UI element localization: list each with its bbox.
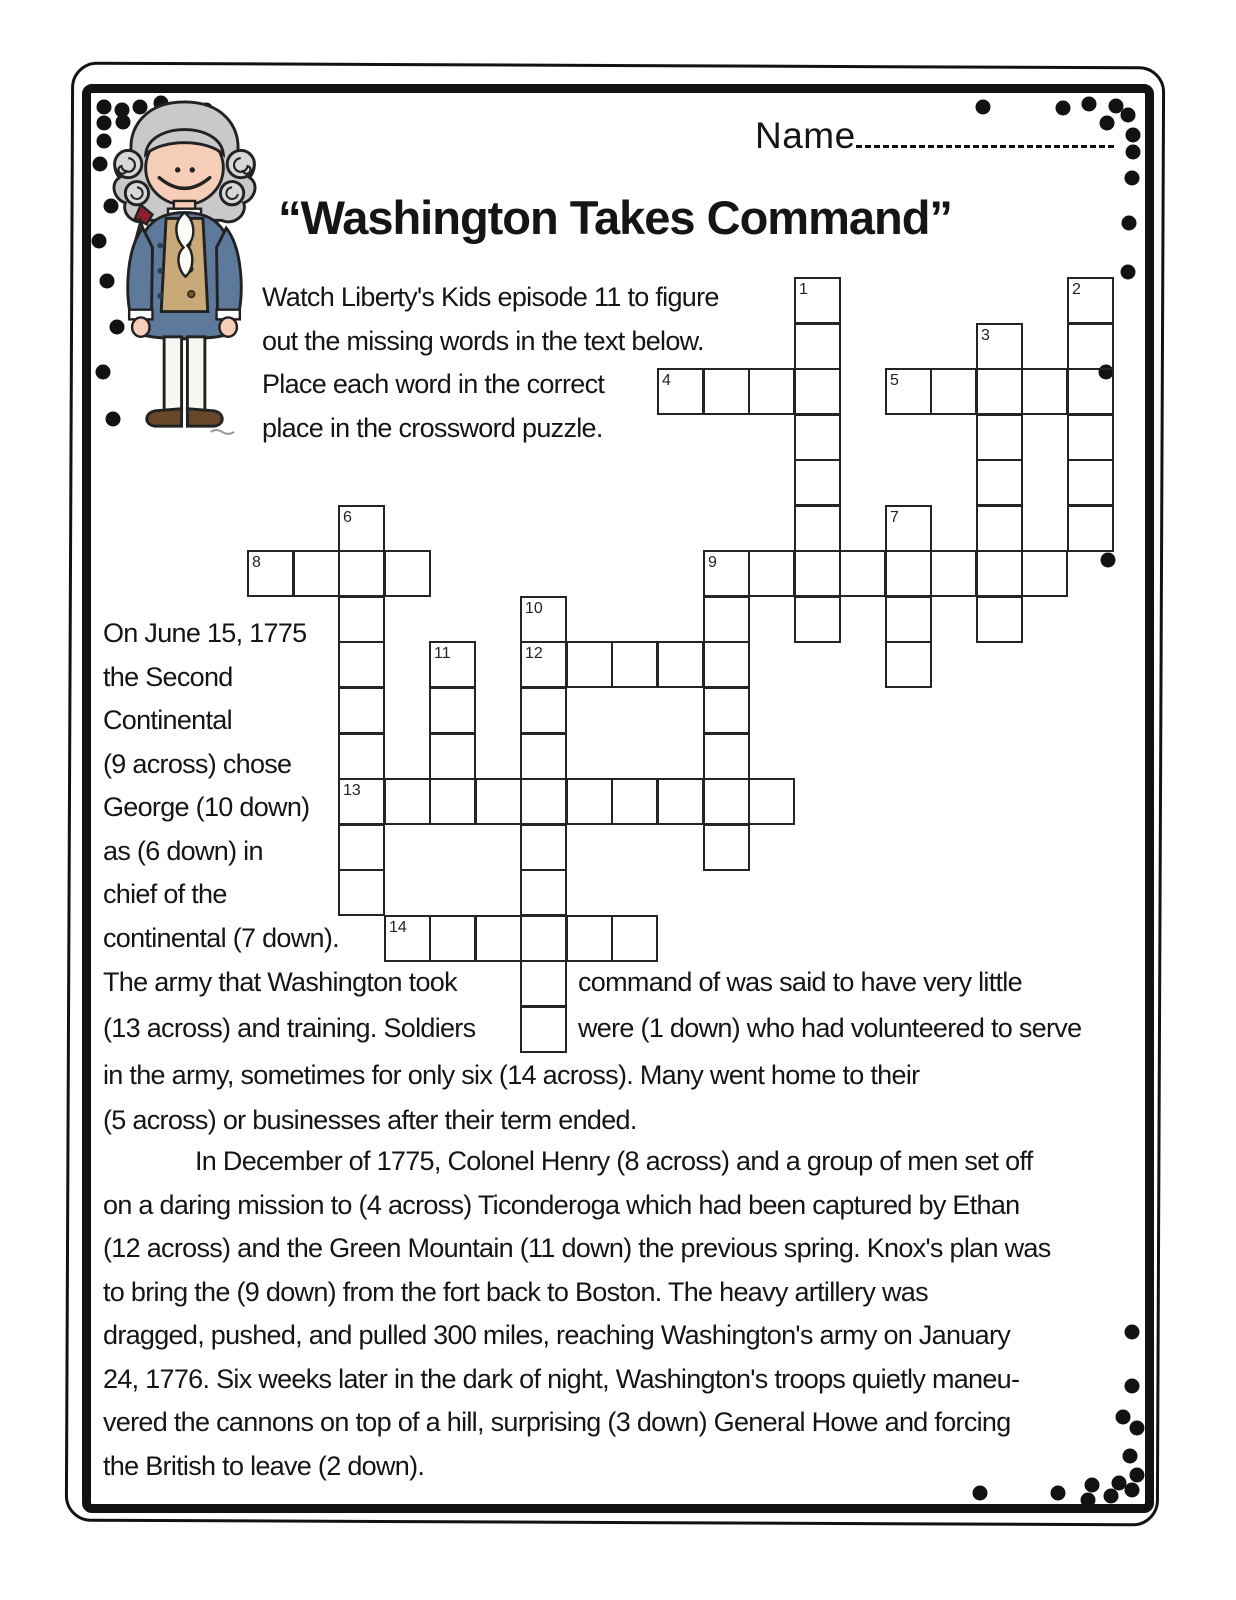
crossword-cell[interactable] — [703, 368, 750, 415]
crossword-cell[interactable] — [520, 596, 567, 643]
decor-dot — [1116, 1410, 1131, 1425]
crossword-cell[interactable] — [429, 687, 476, 734]
text-line: on a daring mission to (4 across) Ticonderoga which had been captured by Ethan — [103, 1189, 1020, 1220]
clue-number: 8 — [252, 554, 261, 571]
text-line: out the missing words in the text below. — [262, 325, 704, 356]
crossword-cell[interactable] — [885, 596, 932, 643]
clue-number: 13 — [343, 782, 361, 799]
crossword-cell[interactable] — [703, 778, 750, 825]
crossword-cell[interactable] — [1067, 414, 1114, 461]
eye — [190, 167, 195, 172]
text-line: On June 15, 1775 — [103, 618, 307, 648]
story-paragraph-2 — [103, 1140, 1051, 1488]
crossword-cell[interactable] — [657, 778, 704, 825]
text-line: Continental — [103, 705, 232, 735]
decor-dot — [1130, 1468, 1145, 1483]
crossword-cell[interactable] — [1067, 323, 1114, 370]
crossword-cell[interactable] — [520, 778, 567, 825]
crossword-cell[interactable] — [748, 550, 795, 597]
text-line: In December of 1775, Colonel Henry (8 across) and a group of men set off — [195, 1146, 1033, 1176]
story-line-b-right: were (1 down) who had volunteered to serve — [578, 1013, 1082, 1043]
crossword-cell[interactable] — [794, 368, 841, 415]
crossword-cell[interactable] — [703, 641, 750, 688]
decor-dot — [1130, 1421, 1145, 1436]
text-line: as (6 down) in — [103, 835, 263, 866]
clue-number: 14 — [389, 919, 407, 936]
crossword-cell[interactable] — [1021, 368, 1068, 415]
clue-number: 5 — [890, 372, 899, 389]
artist-mark — [211, 430, 234, 434]
decor-dot — [1085, 1478, 1100, 1493]
decor-dot — [1125, 1325, 1140, 1340]
text-line: the Second — [103, 661, 233, 692]
decor-dot — [1121, 108, 1136, 123]
crossword-cell[interactable] — [520, 824, 567, 871]
crossword-cell[interactable] — [1067, 505, 1114, 552]
story-line-a-left: The army that Washington took — [103, 967, 457, 997]
text-line: 24, 1776. Six weeks later in the dark of night, Washington's troops quietly maneu- — [103, 1363, 1020, 1394]
text-line: vered the cannons on top of a hill, surprising (3 down) General Howe and forcing — [103, 1407, 1011, 1437]
crossword-cell[interactable] — [976, 550, 1023, 597]
crossword-cell[interactable] — [703, 687, 750, 734]
crossword-cell[interactable] — [703, 824, 750, 871]
name-label: Name — [755, 115, 856, 156]
clue-number: 4 — [662, 372, 671, 389]
crossword-cell[interactable] — [976, 368, 1023, 415]
crossword-cell[interactable] — [520, 960, 567, 1007]
crossword-cell[interactable] — [338, 869, 385, 916]
crossword-cell[interactable] — [976, 596, 1023, 643]
crossword-cell[interactable] — [566, 641, 613, 688]
crossword-cell[interactable] — [566, 915, 613, 962]
clue-number: 7 — [890, 509, 899, 526]
crossword-cell[interactable] — [520, 641, 567, 688]
crossword-cell[interactable] — [293, 550, 340, 597]
clue-number: 2 — [1072, 281, 1081, 298]
crossword-cell[interactable] — [794, 596, 841, 643]
text-line: Watch Liberty's Kids episode 11 to figure — [262, 282, 719, 312]
text-line: the British to leave (2 down). — [103, 1450, 425, 1481]
crossword-cell[interactable] — [885, 368, 932, 415]
crossword-cell[interactable] — [657, 641, 704, 688]
crossword-cell[interactable] — [566, 778, 613, 825]
decor-dot — [1125, 1379, 1140, 1394]
crossword-cell[interactable] — [338, 687, 385, 734]
story-line-c: in the army, sometimes for only six (14 across). Many went home to their — [103, 1060, 920, 1090]
george-washington-clipart — [102, 90, 267, 440]
page-title: “Washington Takes Command” — [278, 191, 952, 244]
crossword-cell[interactable] — [338, 550, 385, 597]
crossword-cell[interactable] — [429, 733, 476, 780]
story-line-b-left: (13 across) and training. Soldiers — [103, 1013, 476, 1043]
text-line: George (10 down) — [103, 792, 310, 822]
clue-number: 10 — [525, 600, 543, 617]
decor-dot — [1126, 128, 1141, 143]
crossword-cell[interactable] — [475, 915, 522, 962]
crossword-cell[interactable] — [794, 505, 841, 552]
hand — [219, 317, 236, 336]
text-line: Place each word in the correct — [262, 369, 605, 399]
crossword-cell[interactable] — [885, 505, 932, 552]
decor-dot — [1126, 145, 1141, 160]
decor-dot — [1101, 553, 1116, 568]
decor-dot — [1081, 1493, 1096, 1508]
decor-dot — [1125, 171, 1140, 186]
text-line: place in the crossword puzzle. — [262, 412, 603, 443]
crossword-cell[interactable] — [794, 550, 841, 597]
crossword-cell[interactable] — [976, 414, 1023, 461]
crossword-cell[interactable] — [611, 641, 658, 688]
name-input-line[interactable] — [856, 110, 1114, 148]
crossword-cell[interactable] — [1067, 368, 1114, 415]
decor-dot — [1123, 1449, 1138, 1464]
crossword-cell[interactable] — [520, 869, 567, 916]
crossword-cell[interactable] — [794, 323, 841, 370]
crossword-cell[interactable] — [520, 1006, 567, 1053]
crossword-cell[interactable] — [338, 733, 385, 780]
story-left-column — [103, 612, 339, 960]
text-line: (12 across) and the Green Mountain (11 down) the previous spring. Knox's plan was — [103, 1233, 1051, 1263]
crossword-cell[interactable] — [657, 368, 704, 415]
shoe — [187, 409, 222, 426]
crossword-cell[interactable] — [1067, 459, 1114, 506]
crossword-cell[interactable] — [611, 915, 658, 962]
crossword-cell[interactable] — [703, 550, 750, 597]
crossword-cell[interactable] — [338, 778, 385, 825]
text-line: continental (7 down). — [103, 922, 339, 953]
crossword-cell[interactable] — [429, 641, 476, 688]
text-line: chief of the — [103, 879, 227, 909]
clue-number: 3 — [981, 327, 990, 344]
crossword-cell[interactable] — [384, 915, 431, 962]
crossword-cell[interactable] — [247, 550, 294, 597]
crossword-cell[interactable] — [794, 277, 841, 324]
crossword-cell[interactable] — [338, 641, 385, 688]
crossword-cell[interactable] — [384, 550, 431, 597]
decor-dot — [1051, 1486, 1066, 1501]
instructions-block — [262, 276, 719, 450]
breeches — [187, 337, 204, 411]
crossword-cell[interactable] — [429, 778, 476, 825]
crossword-cell[interactable] — [976, 459, 1023, 506]
crossword-cell[interactable] — [748, 368, 795, 415]
shoe — [147, 409, 182, 426]
clue-number: 11 — [434, 645, 451, 662]
decor-dot — [1122, 216, 1137, 231]
crossword-cell[interactable] — [520, 687, 567, 734]
crossword-cell[interactable] — [703, 733, 750, 780]
decor-dot — [1104, 1489, 1119, 1504]
crossword-cell[interactable] — [338, 505, 385, 552]
clue-number: 9 — [708, 554, 717, 571]
clue-number: 12 — [525, 645, 543, 662]
text-line: (9 across) chose — [103, 748, 292, 779]
eye — [175, 167, 180, 172]
crossword-cell[interactable] — [794, 459, 841, 506]
crossword-cell[interactable] — [520, 733, 567, 780]
text-line: to bring the (9 down) from the fort back to Boston. The heavy artillery was — [103, 1276, 928, 1307]
crossword-cell[interactable] — [611, 778, 658, 825]
crossword-cell[interactable] — [520, 915, 567, 962]
story-line-d: (5 across) or businesses after their term ended. — [103, 1105, 637, 1135]
clue-number: 6 — [343, 509, 352, 526]
crossword-cell[interactable] — [794, 414, 841, 461]
crossword-cell[interactable] — [1021, 550, 1068, 597]
crossword-cell[interactable] — [475, 778, 522, 825]
crossword-cell[interactable] — [976, 323, 1023, 370]
crossword-cell[interactable] — [976, 505, 1023, 552]
clue-number: 1 — [799, 281, 808, 298]
text-line: dragged, pushed, and pulled 300 miles, reaching Washington's army on January — [103, 1320, 1011, 1350]
crossword-cell[interactable] — [384, 778, 431, 825]
crossword-cell[interactable] — [338, 596, 385, 643]
story-line-a-right: command of was said to have very little — [578, 967, 1022, 997]
crossword-cell[interactable] — [748, 778, 795, 825]
crossword-cell[interactable] — [839, 550, 886, 597]
decor-dot — [1125, 1483, 1140, 1498]
crossword-cell[interactable] — [930, 550, 977, 597]
breeches — [164, 337, 181, 411]
crossword-cell[interactable] — [930, 368, 977, 415]
crossword-cell[interactable] — [1067, 277, 1114, 324]
decor-dot — [1121, 265, 1136, 280]
crossword-cell[interactable] — [703, 596, 750, 643]
hand — [132, 317, 149, 336]
crossword-cell[interactable] — [429, 915, 476, 962]
crossword-cell[interactable] — [885, 550, 932, 597]
crossword-cell[interactable] — [338, 824, 385, 871]
crossword-cell[interactable] — [885, 641, 932, 688]
name-row — [755, 110, 1114, 157]
